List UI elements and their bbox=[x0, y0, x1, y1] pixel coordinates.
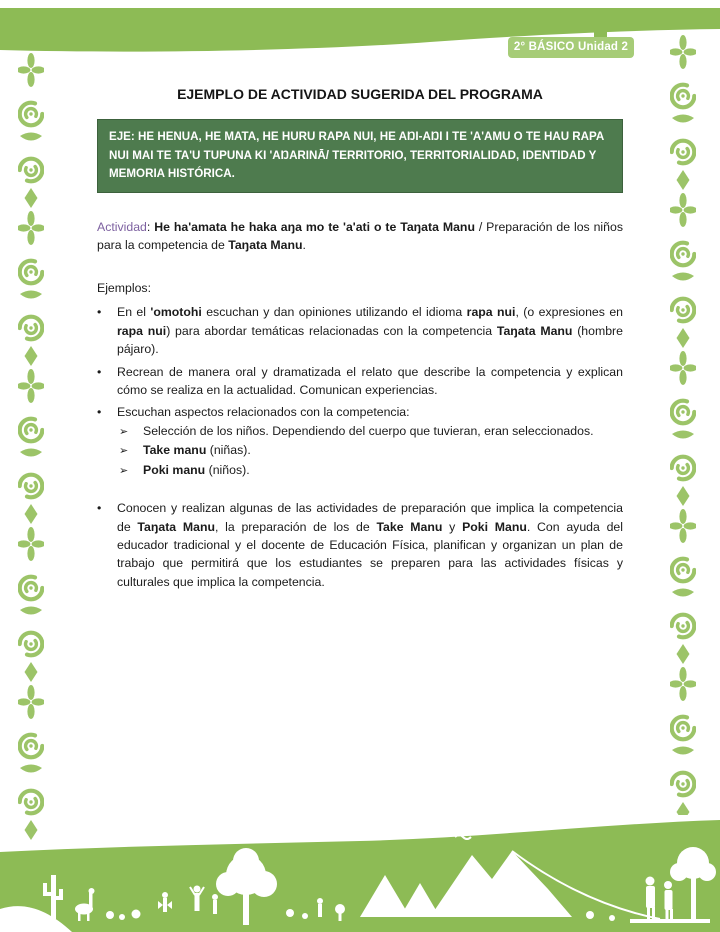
text-segment: , (o expresiones en bbox=[515, 305, 623, 320]
koru-pattern-left-icon bbox=[18, 52, 44, 845]
list-item-text bbox=[117, 303, 623, 358]
text-segment: , la preparación de los de bbox=[215, 519, 377, 534]
list-item-text bbox=[143, 422, 623, 440]
text-segment: (hombre pájaro). bbox=[117, 323, 623, 357]
arrow-bullet-icon: ➢ bbox=[119, 464, 129, 477]
text-segment: : bbox=[146, 219, 155, 234]
examples-list bbox=[97, 303, 623, 591]
text-segment: Selección de los niños. Dependiendo del cuerpo que tuvieran, eran seleccionados. bbox=[143, 423, 594, 438]
text-segment: escuchan y dan opiniones utilizando el idioma bbox=[201, 305, 467, 320]
text-segment: He ha'amata he haka aŋa mo te 'a'ati o te Taŋata Manu bbox=[154, 219, 475, 234]
list-item bbox=[97, 499, 623, 591]
page-title: EJEMPLO DE ACTIVIDAD SUGERIDA DEL PROGRAMA bbox=[177, 86, 543, 102]
unit-badge: 2° BÁSICO Unidad 2 bbox=[508, 37, 634, 58]
list-item-text bbox=[117, 499, 623, 591]
text-segment: Actividad bbox=[97, 219, 147, 234]
text-segment: . Con ayuda del educador tradicional y el docente de Educación Física, planifican y organizan un plan de trabajo que permitirá que los estudiantes se preparen para las actividades físicas y culturales que implica la competencia. bbox=[117, 519, 624, 589]
list-item bbox=[97, 403, 623, 421]
landscape-silhouette-icon bbox=[0, 817, 720, 932]
list-item bbox=[97, 303, 623, 358]
text-segment: ) para abordar temáticas relacionadas con la competencia bbox=[166, 323, 497, 338]
list-item bbox=[119, 461, 623, 480]
text-segment: Escuchan aspectos relacionados con la competencia: bbox=[117, 405, 410, 420]
koru-pattern-right-icon bbox=[670, 34, 696, 815]
content-column bbox=[97, 0, 623, 591]
text-segment: Recrean de manera oral y dramatizada el relato que describe la competencia y explican cómo se realiza en la actualidad. Comunican experiencias. bbox=[117, 364, 623, 398]
text-segment: (niñas). bbox=[206, 443, 251, 458]
activity-paragraph bbox=[97, 218, 623, 255]
arrow-bullet-icon: ➢ bbox=[119, 425, 129, 438]
examples-label: Ejemplos: bbox=[97, 281, 151, 296]
text-segment: rapa nui bbox=[466, 305, 516, 320]
list-item-text bbox=[143, 461, 623, 479]
bullet-icon: • bbox=[97, 405, 102, 420]
text-segment: 'omotohi bbox=[150, 305, 202, 320]
list-item-text bbox=[117, 403, 623, 421]
text-segment: Poki manu bbox=[143, 462, 206, 477]
text-segment: Poki Manu bbox=[462, 519, 527, 534]
text-segment: Taŋata Manu bbox=[496, 323, 573, 338]
arrow-bullet-icon: ➢ bbox=[119, 445, 129, 458]
text-segment: En el bbox=[117, 305, 151, 320]
list-item bbox=[119, 422, 623, 441]
text-segment: rapa nui bbox=[117, 323, 167, 338]
text-segment: / Preparación de los niños para la competencia de bbox=[97, 219, 623, 253]
list-item-text bbox=[117, 363, 623, 400]
text-segment: Conocen y realizan algunas de las actividades de preparación que implica la competencia de bbox=[117, 501, 623, 534]
list-item-text bbox=[143, 441, 623, 459]
text-segment: Take manu bbox=[143, 443, 207, 458]
text-segment: Taŋata Manu bbox=[228, 238, 303, 253]
text-segment: . bbox=[302, 238, 306, 253]
bullet-icon: • bbox=[97, 364, 102, 379]
text-segment: y bbox=[442, 519, 463, 534]
bullet-icon: • bbox=[97, 501, 102, 516]
list-item bbox=[97, 363, 623, 400]
bullet-icon: • bbox=[97, 305, 102, 320]
text-segment: Taŋata Manu bbox=[137, 519, 215, 534]
text-segment: Take Manu bbox=[376, 519, 443, 534]
text-segment: (niños). bbox=[205, 462, 250, 477]
eje-banner: EJE: HE HENUA, HE MATA, HE HURU RAPA NUI, HE AŊI-AŊI I TE 'A'AMU O TE HAU RAPA NUI MAI TE TA'U TUPUNA KI 'AŊARINĀ/ TERRITORIO, TERRITORIALIDAD, IDENTIDAD Y MEMORIA HISTÓRICA. bbox=[97, 119, 623, 193]
list-item bbox=[119, 441, 623, 460]
